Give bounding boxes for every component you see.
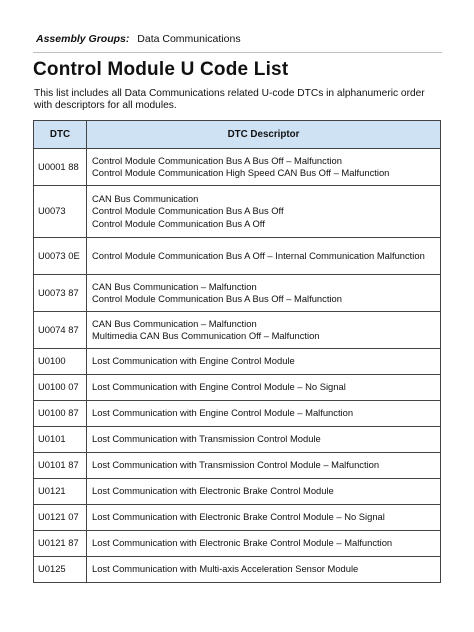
table-row xyxy=(34,275,441,312)
dtc-descriptor-cell xyxy=(87,427,441,453)
descriptor-line: CAN Bus Communication – Malfunction xyxy=(92,280,257,292)
intro-paragraph: This list includes all Data Communications related U-code DTCs in alphanumeric order with descriptors for all modules. xyxy=(34,88,425,111)
descriptor-line: Lost Communication with Transmission Control Module xyxy=(92,433,321,445)
table-row xyxy=(34,312,441,349)
dtc-code-cell: U0101 xyxy=(34,427,87,453)
descriptor-line: CAN Bus Communication xyxy=(92,192,199,204)
descriptor-line: Control Module Communication Bus A Off – Internal Communication Malfunction xyxy=(92,249,425,261)
table-row xyxy=(34,238,441,275)
dtc-descriptor-cell xyxy=(87,401,441,427)
dtc-code-cell: U0100 xyxy=(34,349,87,375)
dtc-code-cell: U0074 87 xyxy=(34,312,87,349)
dtc-descriptor-cell xyxy=(87,186,441,238)
assembly-groups-value: Data Communications xyxy=(137,33,241,45)
dtc-code-cell: U0001 88 xyxy=(34,149,87,186)
table-row xyxy=(34,349,441,375)
dtc-descriptor-cell xyxy=(87,557,441,583)
table-row xyxy=(34,427,441,453)
descriptor-line: CAN Bus Communication – Malfunction xyxy=(92,317,257,329)
table-row xyxy=(34,505,441,531)
dtc-descriptor-cell xyxy=(87,505,441,531)
dtc-descriptor-cell xyxy=(87,375,441,401)
dtc-descriptor-cell xyxy=(87,149,441,186)
table-row xyxy=(34,531,441,557)
descriptor-line: Multimedia CAN Bus Communication Off – Malfunction xyxy=(92,330,320,341)
dtc-code-cell: U0073 xyxy=(34,186,87,238)
dtc-descriptor-cell xyxy=(87,479,441,505)
assembly-groups-label: Assembly Groups: xyxy=(36,33,130,45)
dtc-table-body xyxy=(34,149,441,583)
table-row xyxy=(34,453,441,479)
descriptor-line: Lost Communication with Transmission Control Module – Malfunction xyxy=(92,459,380,471)
dtc-code-cell: U0121 87 xyxy=(34,531,87,557)
descriptor-line: Lost Communication with Engine Control Module xyxy=(92,355,295,367)
descriptor-line: Control Module Communication High Speed CAN Bus Off – Malfunction xyxy=(92,167,390,178)
dtc-code-cell: U0100 07 xyxy=(34,375,87,401)
table-row xyxy=(34,375,441,401)
dtc-descriptor-cell xyxy=(87,531,441,557)
assembly-groups-line xyxy=(36,32,241,46)
dtc-code-cell: U0125 xyxy=(34,557,87,583)
descriptor-line: Lost Communication with Electronic Brake Control Module – Malfunction xyxy=(92,537,393,549)
dtc-table xyxy=(33,120,441,583)
table-row xyxy=(34,149,441,186)
dtc-code-cell: U0101 87 xyxy=(34,453,87,479)
descriptor-line: Lost Communication with Multi-axis Acceleration Sensor Module xyxy=(92,563,359,575)
descriptor-line: Control Module Communication Bus A Bus Off – Malfunction xyxy=(92,154,342,166)
descriptor-line: Control Module Communication Bus A Bus Off – Malfunction xyxy=(92,293,342,304)
dtc-code-cell: U0073 0E xyxy=(34,238,87,275)
descriptor-line: Control Module Communication Bus A Off xyxy=(92,217,265,229)
page-title: Control Module U Code List xyxy=(33,59,289,80)
dtc-descriptor-cell xyxy=(87,312,441,349)
dtc-code-cell: U0121 07 xyxy=(34,505,87,531)
table-row xyxy=(34,557,441,583)
dtc-code-cell: U0100 87 xyxy=(34,401,87,427)
descriptor-line: Lost Communication with Electronic Brake Control Module xyxy=(92,485,334,497)
dtc-descriptor-cell xyxy=(87,349,441,375)
descriptor-line: Lost Communication with Engine Control Module – No Signal xyxy=(92,381,346,393)
descriptor-line: Lost Communication with Engine Control Module – Malfunction xyxy=(92,407,354,419)
column-header-dtc: DTC xyxy=(34,121,87,149)
dtc-descriptor-cell xyxy=(87,453,441,479)
descriptor-line: Lost Communication with Electronic Brake Control Module – No Signal xyxy=(92,511,385,523)
dtc-code-cell: U0121 xyxy=(34,479,87,505)
dtc-code-cell: U0073 87 xyxy=(34,275,87,312)
table-row xyxy=(34,479,441,505)
descriptor-line: Control Module Communication Bus A Bus Off xyxy=(92,205,284,217)
table-row xyxy=(34,186,441,238)
dtc-descriptor-cell xyxy=(87,275,441,312)
header-divider xyxy=(33,52,442,53)
column-header-descriptor: DTC Descriptor xyxy=(87,121,441,149)
table-row xyxy=(34,401,441,427)
table-header-row xyxy=(34,121,441,149)
dtc-descriptor-cell xyxy=(87,238,441,275)
